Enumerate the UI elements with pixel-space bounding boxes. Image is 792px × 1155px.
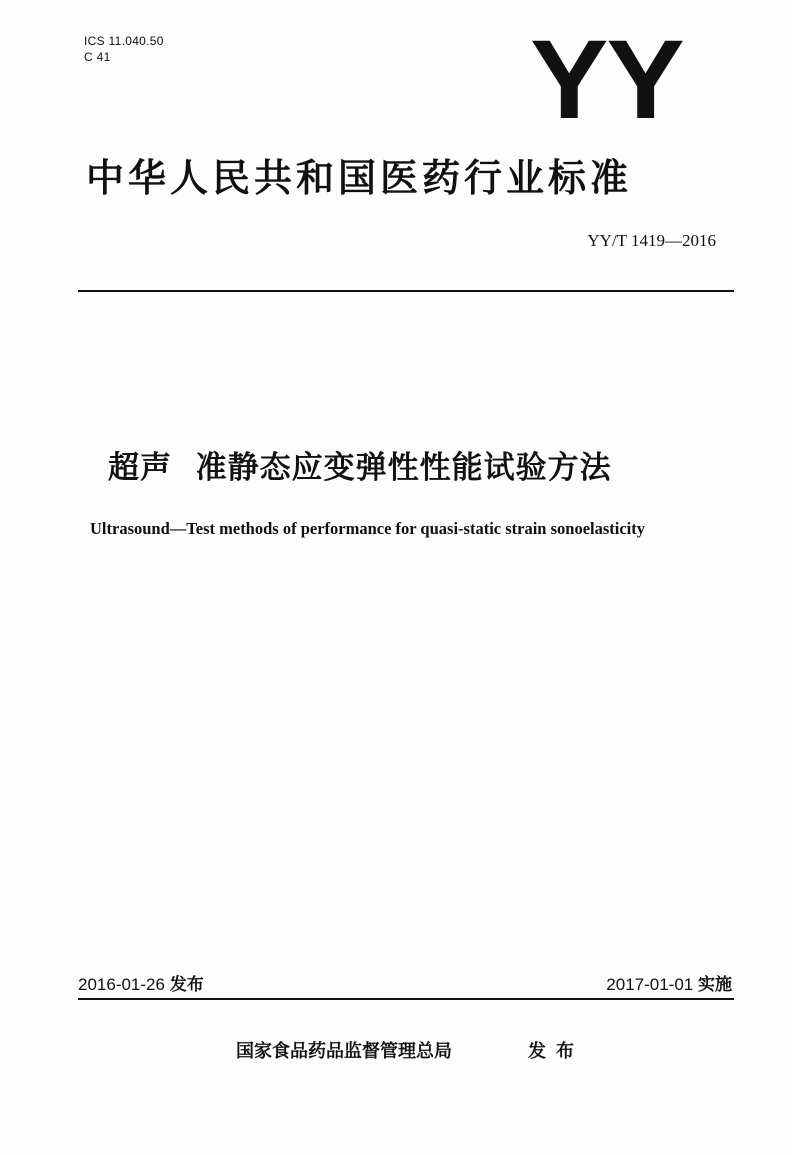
ccs-code: C 41 (84, 50, 111, 64)
release-date: 2016-01-26 (78, 975, 165, 994)
issuer-action: 发布 (528, 1041, 584, 1062)
effective-date-block (606, 973, 732, 997)
title-english: Ultrasound—Test methods of performance for quasi-static strain sonoelasticity (90, 519, 646, 538)
standard-number: YY/T 1419—2016 (587, 231, 716, 250)
ics-code: ICS 11.040.50 (84, 34, 164, 48)
header-divider (78, 290, 734, 292)
standard-type-heading: 中华人民共和国医药行业标准 (86, 156, 633, 200)
effective-date: 2017-01-01 (606, 975, 694, 994)
effective-label: 实施 (698, 975, 732, 995)
yy-logo: YY (530, 17, 683, 142)
issuing-authority: 国家食品药品监督管理总局 (236, 1041, 452, 1062)
footer-divider (78, 998, 734, 1000)
release-date-block (78, 973, 204, 997)
release-label: 发布 (169, 975, 204, 995)
title-chinese: 超声 准静态应变弹性性能试验方法 (108, 450, 612, 486)
classification-codes (84, 33, 164, 65)
